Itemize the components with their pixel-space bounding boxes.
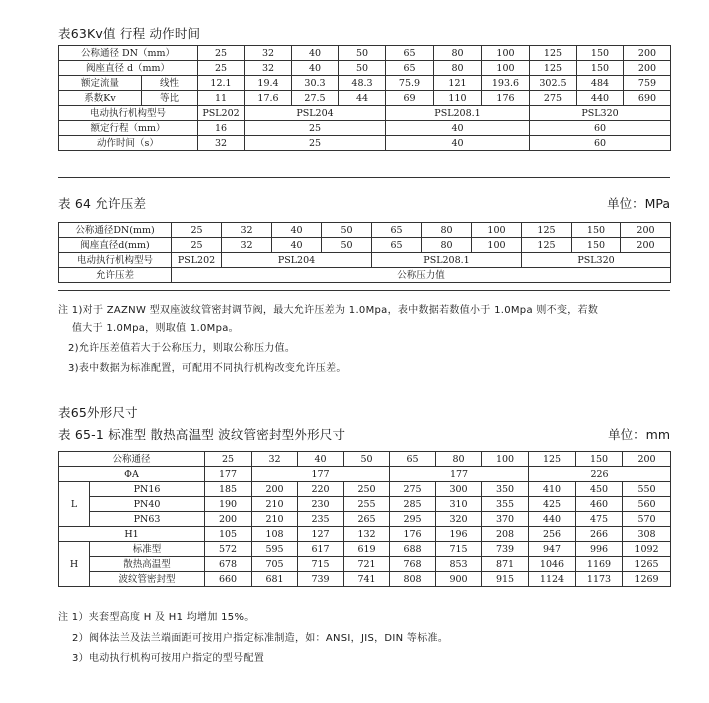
cell: 196 bbox=[436, 527, 482, 542]
cell: 105 bbox=[205, 527, 252, 542]
row-label: 标准型 bbox=[90, 542, 205, 557]
cell: 75.9 bbox=[386, 76, 434, 91]
cell: 25 bbox=[205, 452, 252, 467]
cell: 208 bbox=[482, 527, 529, 542]
cell: 176 bbox=[482, 91, 530, 106]
table-64-unit: 单位：MPa bbox=[607, 196, 670, 211]
divider bbox=[58, 177, 670, 178]
cell: 619 bbox=[344, 542, 390, 557]
table-row bbox=[59, 136, 671, 151]
table-row bbox=[59, 557, 671, 572]
cell: 125 bbox=[530, 46, 577, 61]
cell: 121 bbox=[434, 76, 482, 91]
table-65-1-title: 表 65-1 标准型 散热高温型 波纹管密封型外形尺寸 bbox=[58, 427, 346, 442]
row-label: 允许压差 bbox=[59, 268, 172, 283]
cell: 200 bbox=[205, 512, 252, 527]
row-label: 波纹管密封型 bbox=[90, 572, 205, 587]
cell: 560 bbox=[623, 497, 671, 512]
cell: 48.3 bbox=[339, 76, 386, 91]
cell: 350 bbox=[482, 482, 529, 497]
cell: 176 bbox=[390, 527, 436, 542]
cell: 256 bbox=[529, 527, 576, 542]
note-1b: 值大于 1.0Mpa，则取值 1.0Mpa。 bbox=[72, 323, 239, 334]
cell: 60 bbox=[530, 136, 671, 151]
cell: 11 bbox=[198, 91, 245, 106]
table-63 bbox=[58, 45, 671, 151]
cell: 25 bbox=[245, 121, 386, 136]
cell: 50 bbox=[322, 223, 372, 238]
cell: 475 bbox=[576, 512, 623, 527]
cell: 25 bbox=[172, 223, 222, 238]
cell: 27.5 bbox=[292, 91, 339, 106]
cell: 25 bbox=[198, 61, 245, 76]
cell: 32 bbox=[252, 452, 298, 467]
cell: 1124 bbox=[529, 572, 576, 587]
cell: 50 bbox=[339, 46, 386, 61]
row-label: PN63 bbox=[90, 512, 205, 527]
cell: 44 bbox=[339, 91, 386, 106]
cell: 19.4 bbox=[245, 76, 292, 91]
cell: 185 bbox=[205, 482, 252, 497]
cell: 32 bbox=[245, 61, 292, 76]
table-row bbox=[59, 572, 671, 587]
cell: 100 bbox=[472, 238, 522, 253]
table-row bbox=[59, 482, 671, 497]
cell: 320 bbox=[436, 512, 482, 527]
cell: 32 bbox=[222, 238, 272, 253]
cell: 721 bbox=[344, 557, 390, 572]
cell: 200 bbox=[623, 452, 671, 467]
cell: 100 bbox=[482, 452, 529, 467]
cell: 69 bbox=[386, 91, 434, 106]
cell: PSL202 bbox=[172, 253, 222, 268]
cell: 808 bbox=[390, 572, 436, 587]
cell: 127 bbox=[298, 527, 344, 542]
cell: 572 bbox=[205, 542, 252, 557]
cell: 617 bbox=[298, 542, 344, 557]
cell: 759 bbox=[624, 76, 671, 91]
cell: 177 bbox=[205, 467, 252, 482]
cell: 688 bbox=[390, 542, 436, 557]
cell: 40 bbox=[272, 238, 322, 253]
cell: 410 bbox=[529, 482, 576, 497]
table-row bbox=[59, 238, 671, 253]
cell: 370 bbox=[482, 512, 529, 527]
row-label: PN16 bbox=[90, 482, 205, 497]
cell: 40 bbox=[272, 223, 322, 238]
cell: 947 bbox=[529, 542, 576, 557]
cell: 16 bbox=[198, 121, 245, 136]
cell: 40 bbox=[292, 61, 339, 76]
note-3: 3)表中数据为标准配置，可配用不同执行机构改变允许压差。 bbox=[68, 363, 347, 374]
table-row bbox=[59, 106, 671, 121]
table-row bbox=[59, 76, 671, 91]
cell: 80 bbox=[434, 61, 482, 76]
row-label: 额定流量 bbox=[59, 76, 142, 91]
cell: 266 bbox=[576, 527, 623, 542]
cell: 200 bbox=[621, 223, 671, 238]
row-sublabel: 线性 bbox=[142, 76, 198, 91]
cell: 226 bbox=[529, 467, 671, 482]
cell: 150 bbox=[572, 238, 621, 253]
table-64-title: 表 64 允许压差 bbox=[58, 196, 147, 211]
cell: 110 bbox=[434, 91, 482, 106]
cell: 595 bbox=[252, 542, 298, 557]
cell: 450 bbox=[576, 482, 623, 497]
cell: 741 bbox=[344, 572, 390, 587]
cell: 660 bbox=[205, 572, 252, 587]
cell: 40 bbox=[386, 136, 530, 151]
cell: 65 bbox=[372, 223, 422, 238]
cell: 1092 bbox=[623, 542, 671, 557]
table-65-title: 表65外形尺寸 bbox=[58, 405, 138, 420]
cell: 739 bbox=[482, 542, 529, 557]
cell: 150 bbox=[572, 223, 621, 238]
table-row bbox=[59, 253, 671, 268]
note-dim-3: 3）电动执行机构可按用户指定的型号配置 bbox=[72, 653, 265, 664]
row-group-label: H bbox=[59, 542, 90, 587]
cell: PSL204 bbox=[245, 106, 386, 121]
cell: 768 bbox=[390, 557, 436, 572]
row-label: 额定行程（mm） bbox=[59, 121, 198, 136]
cell: 275 bbox=[390, 482, 436, 497]
cell: 17.6 bbox=[245, 91, 292, 106]
table-65 bbox=[58, 451, 671, 587]
table-row bbox=[59, 527, 671, 542]
cell: 100 bbox=[472, 223, 522, 238]
cell: PSL320 bbox=[530, 106, 671, 121]
cell: 460 bbox=[576, 497, 623, 512]
cell: 65 bbox=[372, 238, 422, 253]
cell: 310 bbox=[436, 497, 482, 512]
table-row bbox=[59, 512, 671, 527]
cell: 871 bbox=[482, 557, 529, 572]
cell: 150 bbox=[577, 46, 624, 61]
cell: 853 bbox=[436, 557, 482, 572]
row-label: 系数Kv bbox=[59, 91, 142, 106]
cell: 80 bbox=[422, 238, 472, 253]
cell: 60 bbox=[530, 121, 671, 136]
cell: PSL208.1 bbox=[372, 253, 522, 268]
cell: 100 bbox=[482, 46, 530, 61]
cell: 250 bbox=[344, 482, 390, 497]
cell: 200 bbox=[252, 482, 298, 497]
cell: 425 bbox=[529, 497, 576, 512]
cell: 190 bbox=[205, 497, 252, 512]
row-label: H1 bbox=[59, 527, 205, 542]
cell: 108 bbox=[252, 527, 298, 542]
cell: 230 bbox=[298, 497, 344, 512]
table-row bbox=[59, 91, 671, 106]
row-label: 散热高温型 bbox=[90, 557, 205, 572]
cell: 25 bbox=[245, 136, 386, 151]
cell: 300 bbox=[436, 482, 482, 497]
row-label: 电动执行机构型号 bbox=[59, 253, 172, 268]
cell: 80 bbox=[422, 223, 472, 238]
cell: 177 bbox=[390, 467, 529, 482]
cell: 132 bbox=[344, 527, 390, 542]
cell: 32 bbox=[222, 223, 272, 238]
cell: 25 bbox=[172, 238, 222, 253]
cell: 100 bbox=[482, 61, 530, 76]
cell: 30.3 bbox=[292, 76, 339, 91]
cell: 65 bbox=[386, 61, 434, 76]
row-group-label: L bbox=[59, 482, 90, 527]
divider bbox=[58, 290, 670, 291]
cell: 295 bbox=[390, 512, 436, 527]
cell: 公称压力值 bbox=[172, 268, 671, 283]
cell: 681 bbox=[252, 572, 298, 587]
cell: 440 bbox=[529, 512, 576, 527]
cell: 265 bbox=[344, 512, 390, 527]
cell: 50 bbox=[344, 452, 390, 467]
table-row bbox=[59, 46, 671, 61]
cell: 900 bbox=[436, 572, 482, 587]
cell: 705 bbox=[252, 557, 298, 572]
cell: 739 bbox=[298, 572, 344, 587]
cell: 302.5 bbox=[530, 76, 577, 91]
cell: 220 bbox=[298, 482, 344, 497]
table-63-title: 表63Kv值 行程 动作时间 bbox=[58, 26, 201, 41]
cell: 690 bbox=[624, 91, 671, 106]
cell: 193.6 bbox=[482, 76, 530, 91]
cell: 125 bbox=[529, 452, 576, 467]
table-row bbox=[59, 61, 671, 76]
row-label: PN40 bbox=[90, 497, 205, 512]
row-label: 公称通径DN(mm) bbox=[59, 223, 172, 238]
note-dim-1: 注 1）夹套型高度 H 及 H1 均增加 15%。 bbox=[58, 612, 255, 623]
cell: 715 bbox=[298, 557, 344, 572]
cell: 570 bbox=[623, 512, 671, 527]
table-row bbox=[59, 497, 671, 512]
cell: 32 bbox=[198, 136, 245, 151]
cell: 65 bbox=[390, 452, 436, 467]
cell: 40 bbox=[386, 121, 530, 136]
row-label: 阀座直径d(mm) bbox=[59, 238, 172, 253]
cell: PSL208.1 bbox=[386, 106, 530, 121]
row-label: 动作时间（s） bbox=[59, 136, 198, 151]
table-row bbox=[59, 542, 671, 557]
cell: 355 bbox=[482, 497, 529, 512]
note-dim-2: 2）阀体法兰及法兰端面距可按用户指定标准制造，如：ANSI，JIS，DIN 等标准。 bbox=[72, 633, 449, 644]
cell: 678 bbox=[205, 557, 252, 572]
cell: 40 bbox=[292, 46, 339, 61]
cell: 1169 bbox=[576, 557, 623, 572]
cell: 1265 bbox=[623, 557, 671, 572]
cell: 440 bbox=[577, 91, 624, 106]
table-row bbox=[59, 121, 671, 136]
cell: 275 bbox=[530, 91, 577, 106]
cell: 40 bbox=[298, 452, 344, 467]
cell: 32 bbox=[245, 46, 292, 61]
cell: 177 bbox=[252, 467, 390, 482]
cell: 125 bbox=[522, 223, 572, 238]
cell: 715 bbox=[436, 542, 482, 557]
cell: 210 bbox=[252, 512, 298, 527]
cell: 125 bbox=[522, 238, 572, 253]
cell: 308 bbox=[623, 527, 671, 542]
table-row bbox=[59, 268, 671, 283]
cell: 150 bbox=[577, 61, 624, 76]
row-label: 阀座直径 d（mm） bbox=[59, 61, 198, 76]
cell: 80 bbox=[434, 46, 482, 61]
cell: 484 bbox=[577, 76, 624, 91]
row-label: 电动执行机构型号 bbox=[59, 106, 198, 121]
cell: 550 bbox=[623, 482, 671, 497]
cell: 235 bbox=[298, 512, 344, 527]
cell: 50 bbox=[322, 238, 372, 253]
cell: 125 bbox=[530, 61, 577, 76]
cell: PSL204 bbox=[222, 253, 372, 268]
cell: 1173 bbox=[576, 572, 623, 587]
note-2: 2)允许压差值若大于公称压力，则取公称压力值。 bbox=[68, 343, 296, 354]
row-sublabel: 等比 bbox=[142, 91, 198, 106]
cell: 1269 bbox=[623, 572, 671, 587]
table-64 bbox=[58, 222, 671, 283]
cell: 210 bbox=[252, 497, 298, 512]
cell: 65 bbox=[386, 46, 434, 61]
table-row bbox=[59, 467, 671, 482]
cell: 996 bbox=[576, 542, 623, 557]
cell: 12.1 bbox=[198, 76, 245, 91]
row-label: ΦA bbox=[59, 467, 205, 482]
cell: 1046 bbox=[529, 557, 576, 572]
cell: 200 bbox=[624, 46, 671, 61]
cell: 915 bbox=[482, 572, 529, 587]
cell: PSL320 bbox=[522, 253, 671, 268]
cell: PSL202 bbox=[198, 106, 245, 121]
table-65-unit: 单位：mm bbox=[608, 427, 670, 442]
note-1a: 注 1)对于 ZAZNW 型双座波纹管密封调节阀，最大允许压差为 1.0Mpa，表中数据若数值小于 1.0Mpa 则不变，若数 bbox=[58, 305, 599, 316]
table-row bbox=[59, 223, 671, 238]
cell: 150 bbox=[576, 452, 623, 467]
cell: 255 bbox=[344, 497, 390, 512]
cell: 285 bbox=[390, 497, 436, 512]
row-label: 公称通径 DN（mm） bbox=[59, 46, 198, 61]
cell: 200 bbox=[621, 238, 671, 253]
row-label: 公称通径 bbox=[59, 452, 205, 467]
cell: 200 bbox=[624, 61, 671, 76]
cell: 25 bbox=[198, 46, 245, 61]
table-row bbox=[59, 452, 671, 467]
cell: 50 bbox=[339, 61, 386, 76]
cell: 80 bbox=[436, 452, 482, 467]
